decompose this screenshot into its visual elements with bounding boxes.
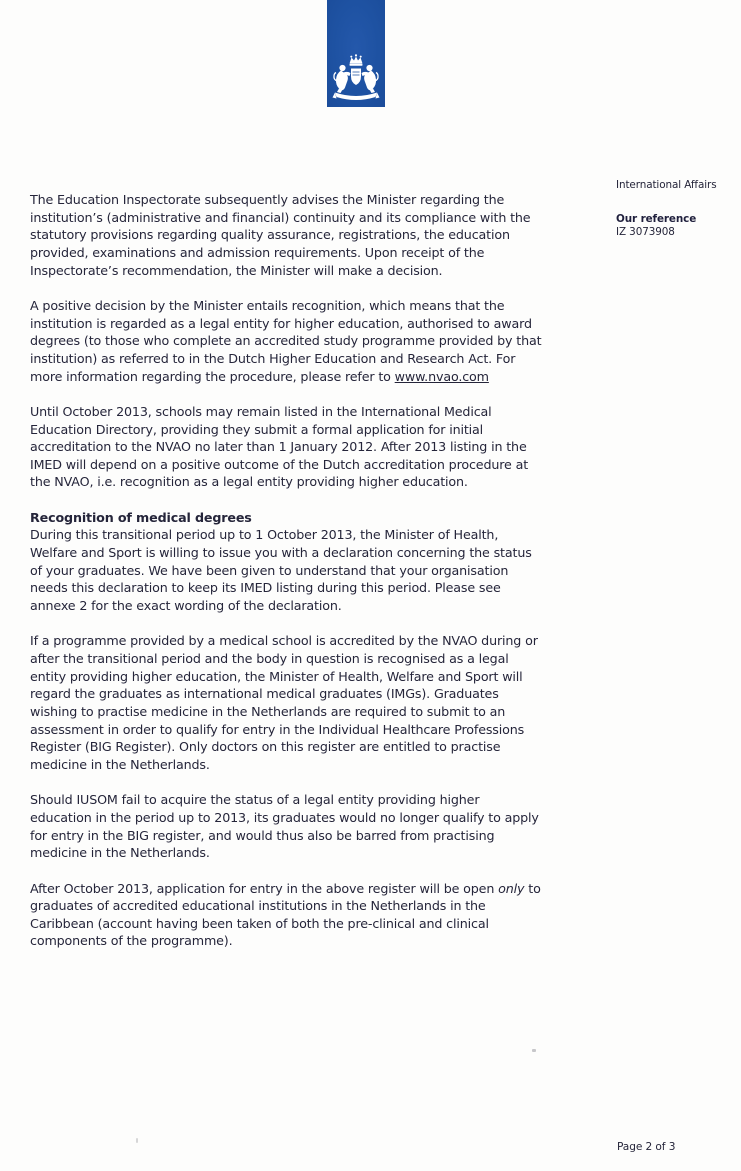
text-line: IMED will depend on a positive outcome of the Dutch accreditation procedure at — [30, 456, 529, 472]
nvao-link: www.nvao.com — [394, 368, 489, 384]
text-line: statutory provisions regarding quality assurance, registrations, the education — [30, 227, 510, 243]
paragraph — [30, 403, 615, 491]
text-line: During this transitional period up to 1 October 2013, the Minister of Health, — [30, 527, 499, 543]
text-line: for entry in the BIG register, and would thus also be barred from practising — [30, 827, 495, 843]
text-line: Caribbean (account having been taken of both the pre-clinical and clinical — [30, 915, 489, 931]
text-line: assessment in order to qualify for entry in the Individual Healthcare Professions — [30, 721, 525, 737]
sidebar-department: International Affairs — [616, 179, 717, 191]
text-line: medicine in the Netherlands. — [30, 756, 210, 772]
letter-body — [30, 191, 615, 968]
text-line: of your graduates. We have been given to understand that your organisation — [30, 562, 509, 578]
page-indicator: Page 2 of 3 — [617, 1141, 676, 1153]
coat-of-arms-icon — [330, 53, 382, 101]
text-line: accreditation to the NVAO no later than 1 January 2012. After 2013 listing in the — [30, 439, 527, 455]
text-line: education in the period up to 2013, its graduates would no longer qualify to apply — [30, 809, 539, 825]
paragraph — [30, 297, 615, 385]
text-line: annexe 2 for the exact wording of the declaration. — [30, 598, 342, 614]
text-line: institution is regarded as a legal entity for higher education, authorised to award — [30, 315, 532, 331]
emphasized-text: only — [498, 880, 525, 896]
text-line: medicine in the Netherlands. — [30, 845, 210, 861]
paragraph — [30, 880, 615, 951]
text-line: provided, examinations and admission requirements. Upon receipt of the — [30, 244, 485, 260]
text-line: Education Directory, providing they submit a formal application for initial — [30, 421, 484, 437]
letter-sidebar — [616, 179, 736, 239]
text-line: degrees (to those who complete an accredited study programme provided by that — [30, 333, 542, 349]
text-line: the NVAO, i.e. recognition as a legal entity providing higher education. — [30, 474, 468, 490]
government-logo — [327, 0, 385, 107]
paragraph — [30, 632, 615, 773]
section-heading: Recognition of medical degrees — [30, 509, 252, 525]
text-line: after the transitional period and the body in question is recognised as a legal — [30, 651, 509, 666]
text-line: more information regarding the procedure, please refer to www.nvao.com — [30, 368, 489, 384]
text-line: wishing to practise medicine in the Netherlands are required to submit to an — [30, 703, 506, 719]
text-line: After October 2013, application for entry in the above register will be open only to — [30, 880, 541, 896]
reference-label: Our reference — [616, 213, 697, 225]
text-line: Until October 2013, schools may remain listed in the International Medical — [30, 403, 492, 419]
paragraph — [30, 791, 615, 862]
text-line: entity providing higher education, the Minister of Health, Welfare and Sport will — [30, 668, 523, 684]
reference-value: IZ 3073908 — [616, 226, 675, 238]
scan-speck — [532, 1049, 536, 1052]
text-line: Should IUSOM fail to acquire the status of a legal entity providing higher — [30, 792, 480, 808]
paragraph — [30, 191, 615, 279]
text-line: Inspectorate’s recommendation, the Minister will make a decision. — [30, 262, 443, 278]
text-line: institution) as referred to in the Dutch Higher Education and Research Act. For — [30, 350, 516, 366]
text-line: Register (BIG Register). Only doctors on this register are entitled to practise — [30, 739, 501, 755]
text-line: A positive decision by the Minister entails recognition, which means that the — [30, 297, 505, 313]
text-line: institution’s (administrative and financial) continuity and its compliance with the — [30, 209, 531, 225]
text-line: components of the programme). — [30, 933, 233, 949]
text-line: regard the graduates as international medical graduates (IMGs). Graduates — [30, 686, 499, 702]
text-line: The Education Inspectorate subsequently advises the Minister regarding the — [30, 192, 505, 207]
text-line: needs this declaration to keep its IMED listing during this period. Please see — [30, 580, 501, 596]
paragraph — [30, 509, 615, 615]
text-line: graduates of accredited educational institutions in the Netherlands in the — [30, 898, 486, 914]
text-line: Welfare and Sport is willing to issue you with a declaration concerning the status — [30, 545, 532, 561]
text-line: If a programme provided by a medical school is accredited by the NVAO during or — [30, 633, 538, 649]
scan-speck — [136, 1138, 138, 1143]
